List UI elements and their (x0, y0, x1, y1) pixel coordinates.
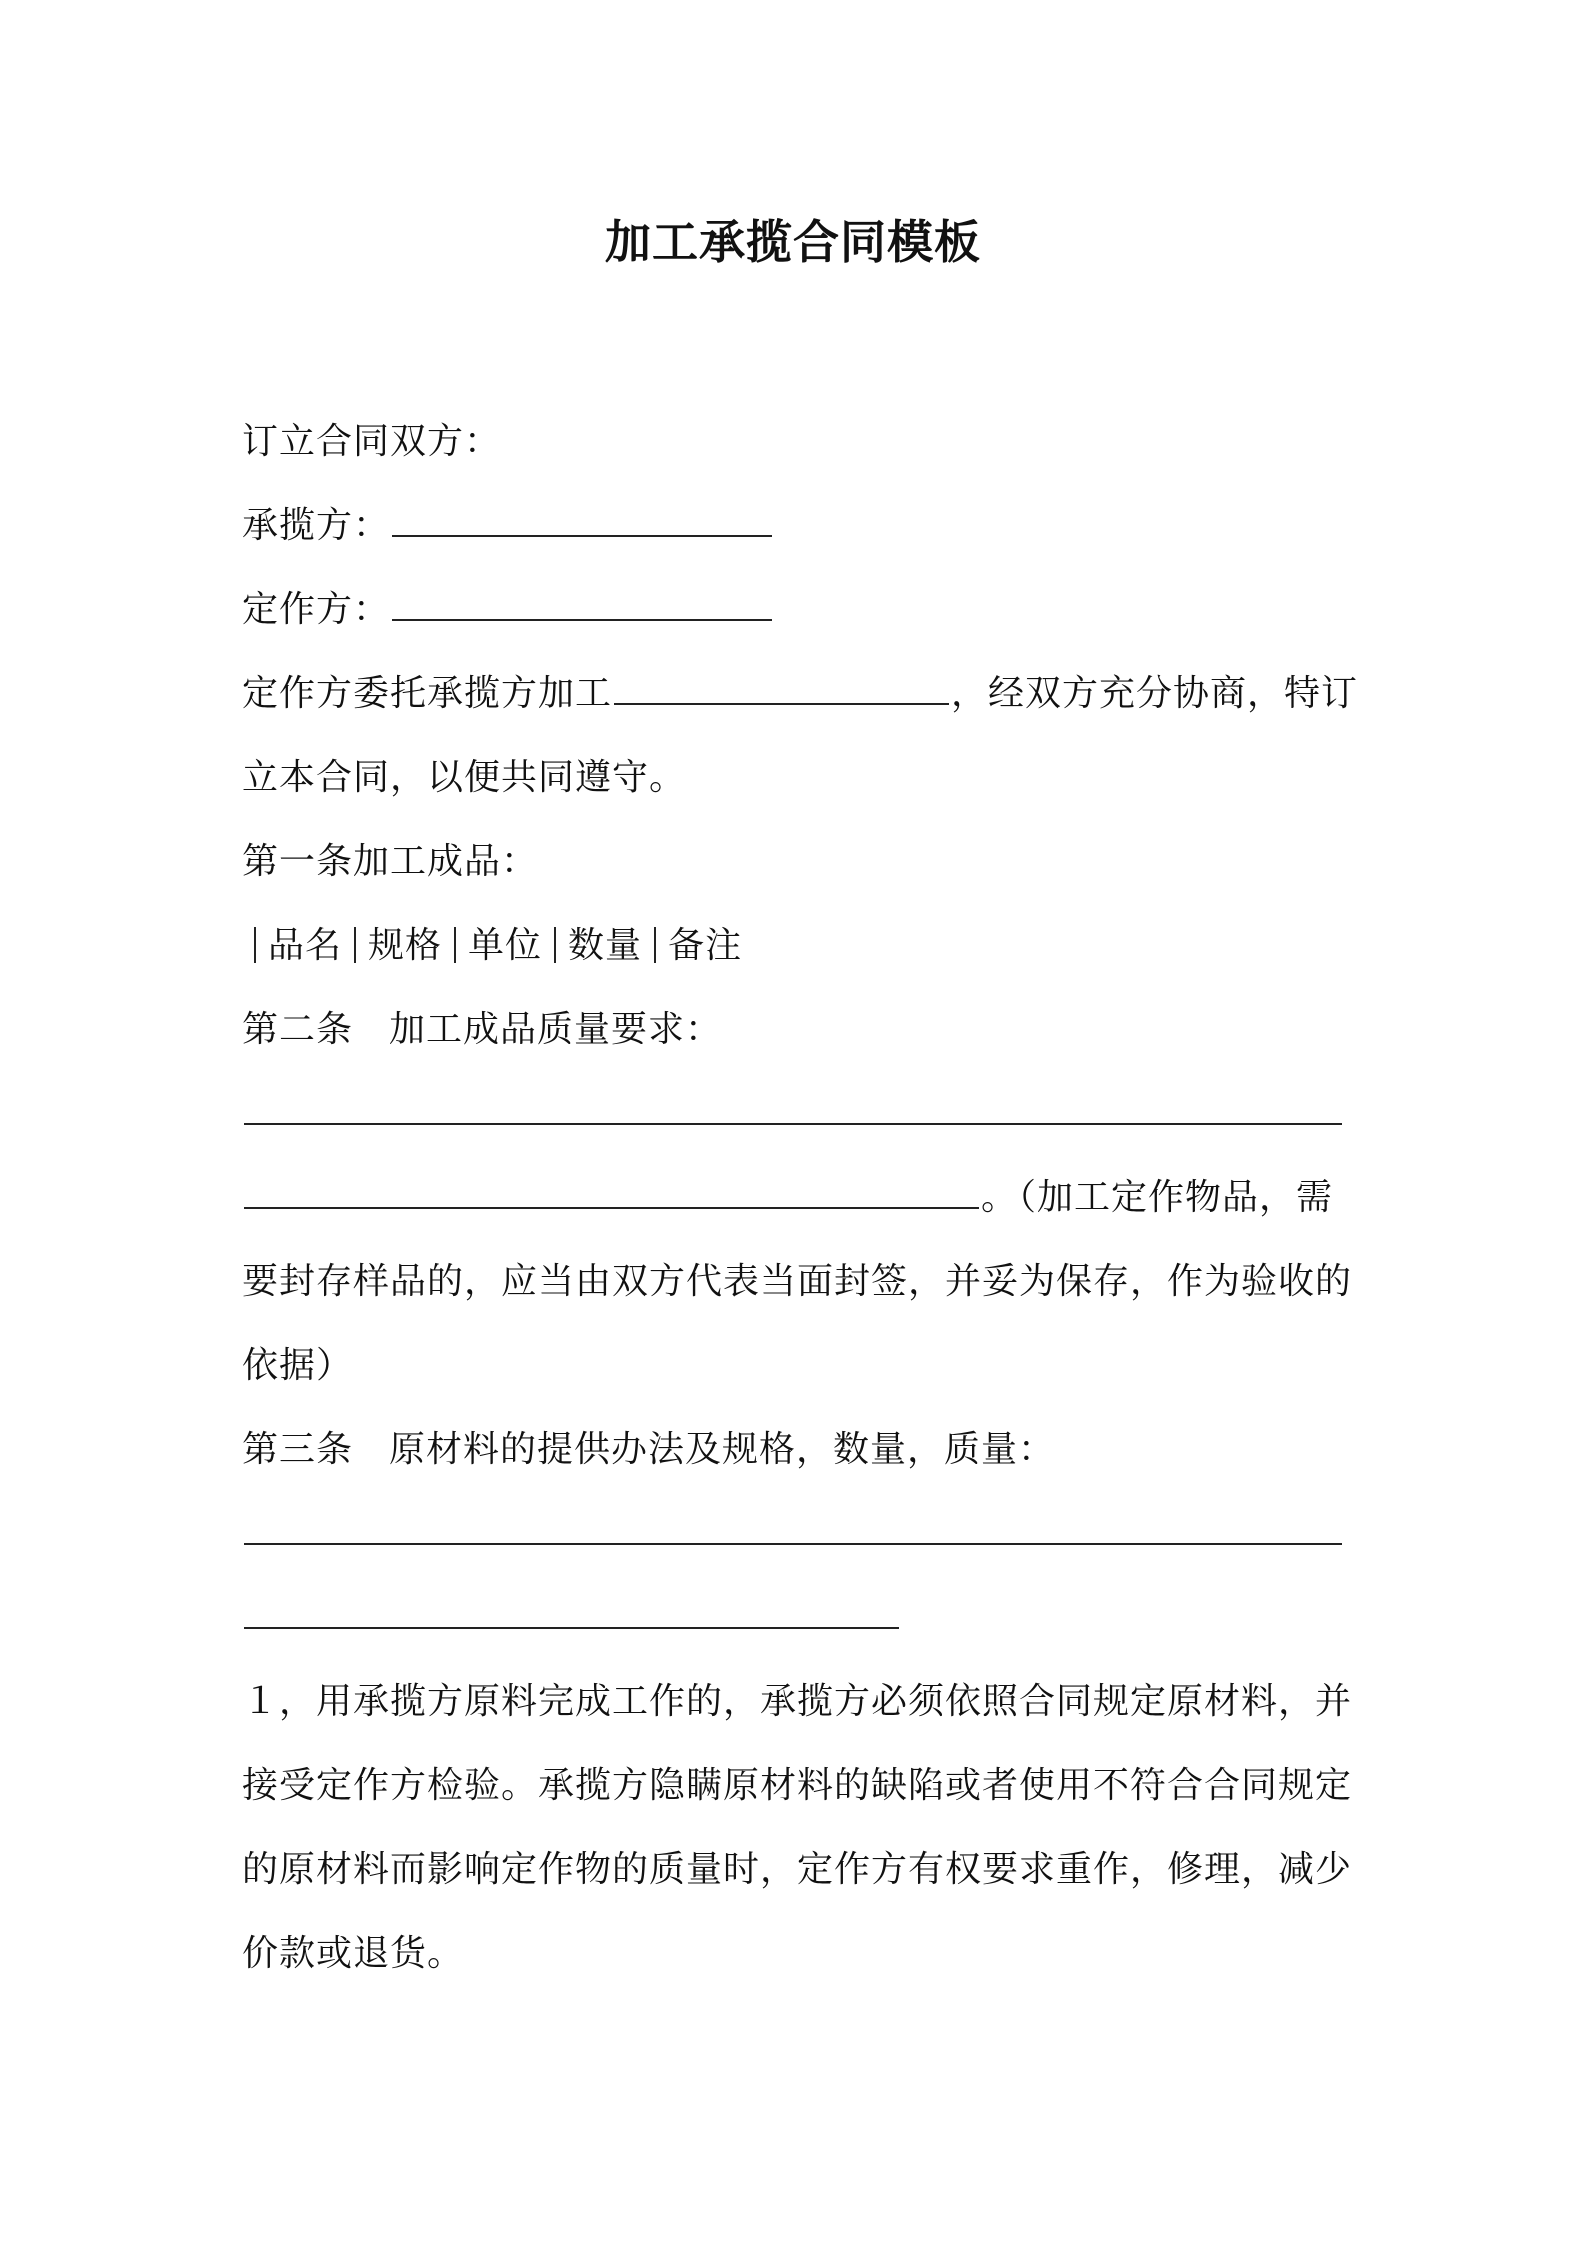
materials-blank-1 (244, 1513, 1342, 1545)
intro-line-1 (242, 652, 1362, 736)
clause1-line-3: 的原材料而影响定作物的质量时，定作方有权要求重作，修理，减少 (242, 1849, 1353, 1890)
clause1-line-1: １，用承揽方原料完成工作的，承揽方必须依照合同规定原材料，并 (242, 1681, 1353, 1722)
clause1-line-4: 价款或退货。 (242, 1933, 465, 1974)
contractor-blank (392, 505, 772, 537)
article2-note-line-2: 要封存样品的，应当由双方代表当面封签，并妥为保存，作为验收的 (242, 1261, 1353, 1302)
quality-blank-line-2 (242, 1156, 1362, 1240)
article3-heading-line (242, 1408, 1362, 1492)
article2-heading-line (242, 988, 1362, 1072)
intro-line-2: 立本合同，以便共同遵守。 (242, 757, 687, 798)
table-column-remarks: 备注 (668, 925, 743, 966)
article3-title: 原材料的提供办法及规格，数量，质量： (389, 1429, 1056, 1470)
table-divider (454, 927, 456, 963)
article2-title: 加工成品质量要求： (389, 1009, 723, 1050)
parties-heading: 订立合同双方： (242, 421, 502, 462)
product-table-header (242, 904, 1362, 988)
article3-heading: 第三条 (242, 1429, 354, 1470)
table-column-name: 品名 (268, 925, 343, 966)
intro-text-2: ，经双方充分协商，特订 (951, 673, 1359, 714)
materials-blank-2 (244, 1597, 899, 1629)
materials-blank-line-2 (242, 1576, 1362, 1660)
contractor-label: 承揽方： (242, 505, 391, 546)
article2-heading: 第二条 (242, 1009, 354, 1050)
orderer-label: 定作方： (242, 589, 391, 630)
table-column-spec: 规格 (368, 925, 443, 966)
quality-blank-line-1 (242, 1072, 1362, 1156)
article1-heading: 第一条加工成品： (242, 841, 539, 882)
article2-note-line-3: 依据） (242, 1345, 354, 1386)
quality-blank-2 (244, 1177, 979, 1209)
orderer-line (242, 568, 1362, 652)
table-column-unit: 单位 (468, 925, 543, 966)
clause1-line-2: 接受定作方检验。承揽方隐瞒原材料的缺陷或者使用不符合合同规定 (242, 1765, 1353, 1806)
table-divider (354, 927, 356, 963)
table-divider (554, 927, 556, 963)
document-body (242, 400, 1362, 1996)
table-divider (254, 927, 256, 963)
table-divider (654, 927, 656, 963)
orderer-blank (392, 589, 772, 621)
materials-blank-line-1 (242, 1492, 1362, 1576)
article2-note: 。（加工定作物品，需 (981, 1177, 1334, 1218)
quality-blank-1 (244, 1093, 1342, 1125)
contractor-line (242, 484, 1362, 568)
intro-text-1: 定作方委托承揽方加工 (242, 673, 613, 714)
document-title: 加工承揽合同模板 (605, 215, 981, 269)
table-column-quantity: 数量 (568, 925, 643, 966)
processing-item-blank (614, 673, 949, 705)
